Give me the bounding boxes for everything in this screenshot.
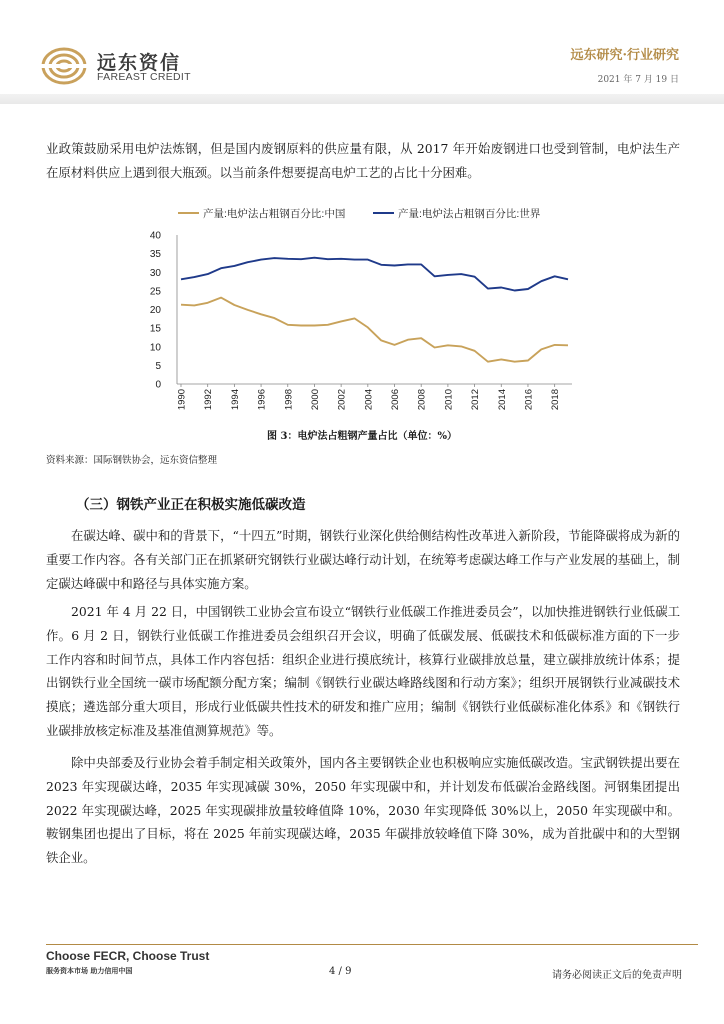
x-tick-label: 2004 <box>363 389 375 411</box>
chart-legend <box>178 207 541 220</box>
footer-brand: Choose FECR, Choose Trust <box>46 949 210 963</box>
logo-english-name: FAREAST CREDIT <box>97 71 191 83</box>
eaf-share-line-chart <box>140 198 590 434</box>
report-section-label: 远东研究·行业研究 <box>570 48 679 63</box>
x-tick-label: 2018 <box>550 389 562 411</box>
page-number: 4 / 9 <box>329 966 352 977</box>
x-tick-label: 1996 <box>256 389 268 411</box>
plot-area <box>181 258 568 362</box>
y-tick-label: 10 <box>149 342 161 354</box>
paragraph-intro-continuation: 业政策鼓励采用电炉法炼钢，但是国内废钢原料的供应量有限，从 2017 年开始废钢进口也受到管制，电炉法生产在原材料供应上遇到很大瓶颈。以当前条件想要提高电炉工艺的占比十分困难。 <box>46 141 680 180</box>
x-tick-label: 1998 <box>283 389 295 411</box>
y-tick-label: 30 <box>149 267 161 279</box>
x-tick-label: 2016 <box>523 389 535 411</box>
x-tick-label: 2012 <box>470 389 482 411</box>
report-date: 2021 年 7 月 19 日 <box>597 75 679 85</box>
footer-disclaimer: 请务必阅读正文后的免责声明 <box>552 970 682 981</box>
paragraph-association-committee: 2021 年 4 月 22 日，中国钢铁工业协会宣布设立“钢铁行业低碳工作推进委员会”，以加快推进钢铁行业低碳工作。6 月 2 日，钢铁行业低碳工作推进委员会组织召开会议，明确了低碳发展、低碳技术和低碳标准方面的下一步工作内容和时间节点，具体工作内容包括：组织企业进行摸底统计，核算行业碳排放总量，建立碳排放统计体系；提出钢铁行业全国统一碳市场配额分配方案；编制《钢铁行业碳达峰路线图和行动方案》；组织开展钢铁行业减碳技术摸底；遴选部分重大项目，形成行业低碳共性技术的研发和推广应用；编制《钢铁行业低碳标准化体系》和《钢铁行业碳排放核定标准及基准值测算规范》等。 <box>46 604 680 738</box>
legend-label-0: 产量:电炉法占粗钢百分比:中国 <box>203 208 346 220</box>
series-line-china <box>181 298 568 362</box>
logo-chinese-name: 远东资信 <box>97 52 182 74</box>
x-tick-label: 2000 <box>309 389 321 411</box>
y-axis <box>150 231 177 391</box>
y-tick-label: 35 <box>149 249 161 261</box>
y-tick-label: 40 <box>149 230 161 242</box>
x-tick-label: 2014 <box>496 389 508 411</box>
figure-caption: 图 3：电炉法占粗钢产量占比（单位：%） <box>267 431 457 442</box>
x-tick-label: 2002 <box>336 389 348 411</box>
figure-source: 资料来源：国际钢铁协会，远东资信整理 <box>46 455 218 466</box>
x-axis <box>177 384 573 410</box>
y-tick-label: 5 <box>155 360 161 372</box>
paragraph-company-targets: 除中央部委及行业协会着手制定相关政策外，国内各主要钢铁企业也积极响应实施低碳改造。宝武钢铁提出要在 2023 年实现碳达峰，2035 年实现减碳 30%，2050 年实现碳中和，并计划发布低碳冶金路线图。河钢集团提出 2022 年实现碳达峰，2025 年实现碳排放量较峰值降 10%，2030 年实现降低 30%以上，2050 年实现碳中和。鞍钢集团也提出了目标，将在 2025 年前实现碳达峰，2035 年碳排放较峰值下降 30%，成为首批碳中和的大型钢铁企业。 <box>46 755 680 866</box>
x-tick-label: 2006 <box>390 389 402 411</box>
header-divider-bar <box>0 94 724 104</box>
y-tick-label: 25 <box>149 286 161 298</box>
y-tick-label: 20 <box>149 305 161 316</box>
legend-label-1: 产量:电炉法占粗钢百分比:世界 <box>398 208 541 220</box>
footer-slogan: 服务资本市场 助力信用中国 <box>46 966 133 975</box>
x-tick-label: 2008 <box>416 389 428 411</box>
section-heading: （三）钢铁产业正在积极实施低碳改造 <box>76 497 306 513</box>
paragraph-carbon-background: 在碳达峰、碳中和的背景下，“十四五”时期，钢铁行业深化供给侧结构性改革进入新阶段，节能降碳将成为新的重要工作内容。各有关部门正在抓紧研究钢铁行业碳达峰行动计划，在统筹考虑碳达峰工作与产业发展的基础上，制定碳达峰碳中和路径与具体实施方案。 <box>46 528 680 591</box>
x-tick-label: 1992 <box>203 389 215 411</box>
y-tick-label: 15 <box>149 323 161 335</box>
series-line-world <box>181 258 568 291</box>
page-header <box>0 0 724 104</box>
footer-divider <box>46 944 698 945</box>
x-tick-label: 1990 <box>176 389 188 411</box>
x-tick-label: 2010 <box>443 389 455 411</box>
x-tick-label: 1994 <box>229 389 241 411</box>
y-tick-label: 0 <box>155 379 161 391</box>
fareast-logo-icon <box>41 46 87 86</box>
